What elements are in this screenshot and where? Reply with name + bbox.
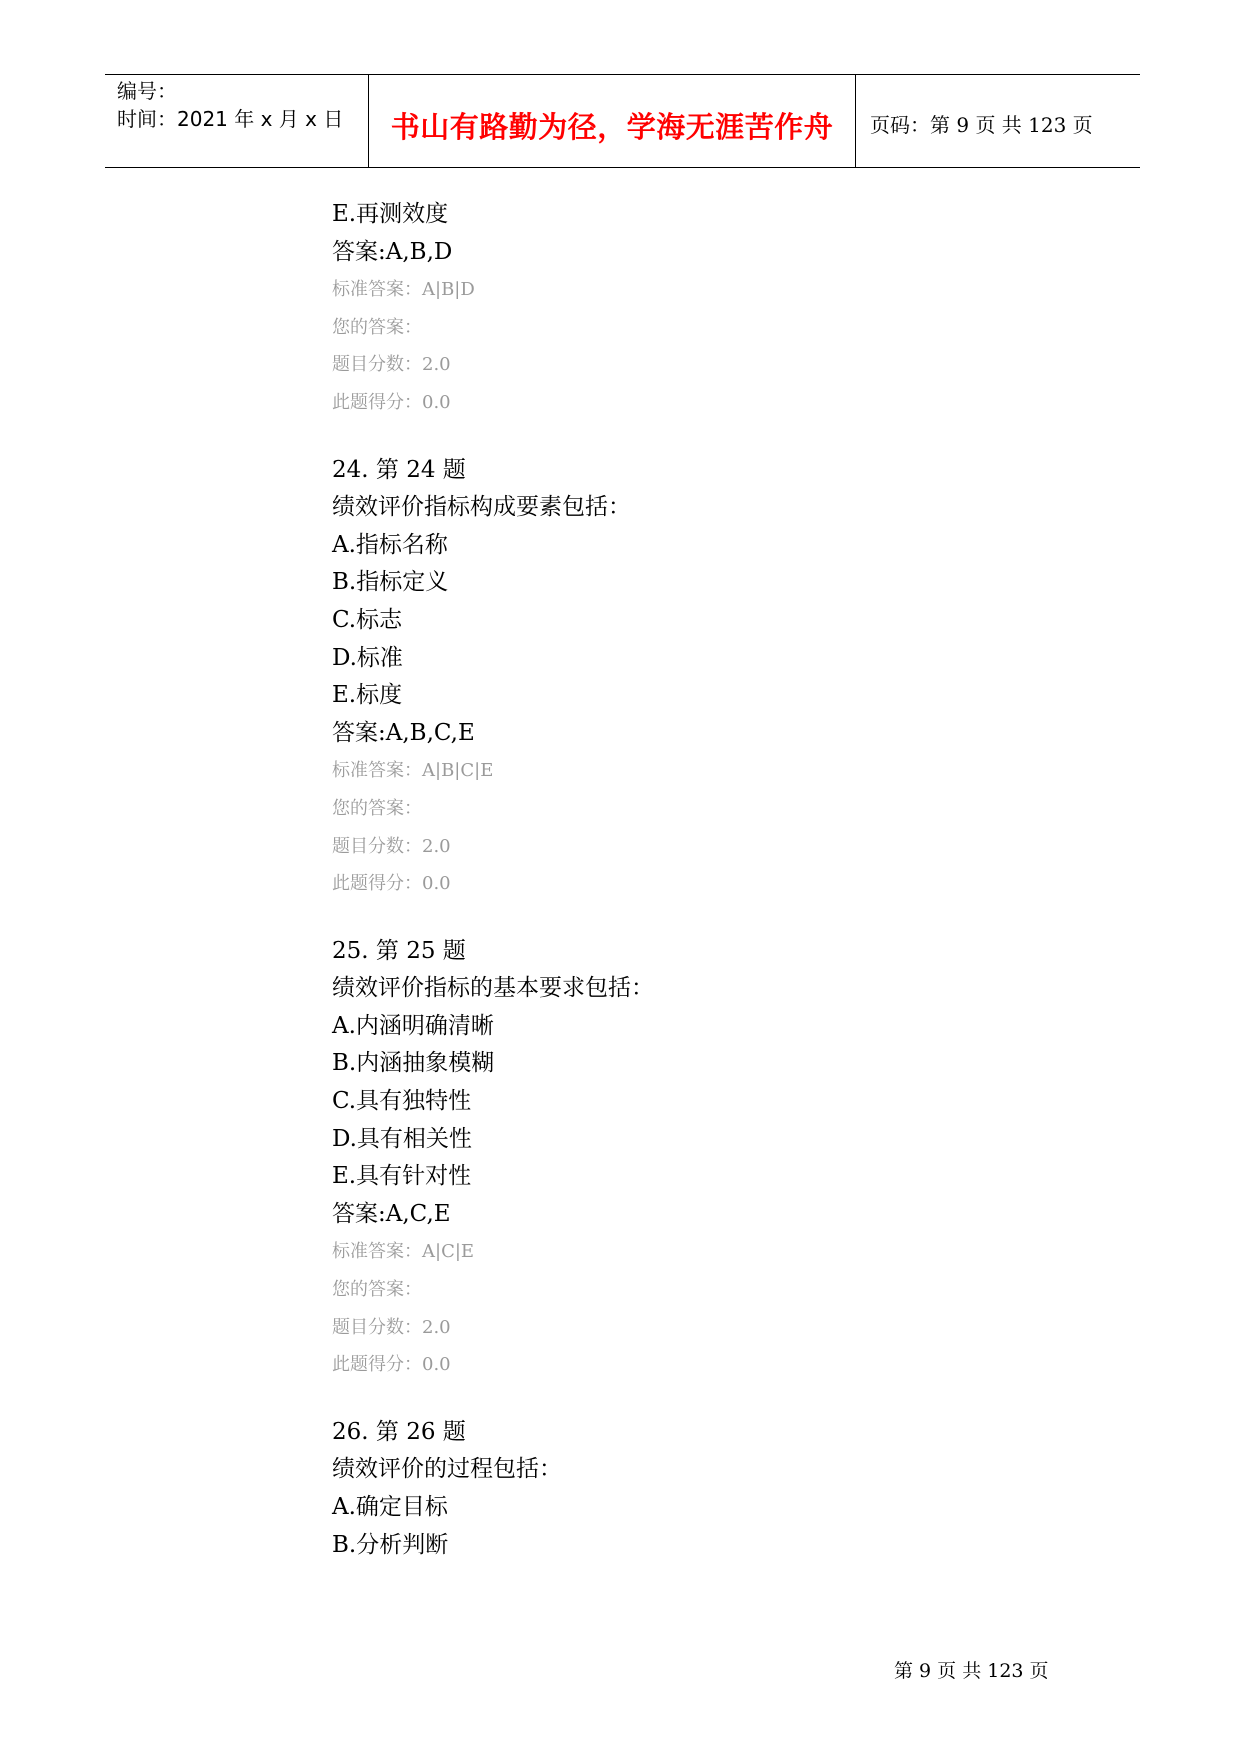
option-line: D.标准	[332, 644, 403, 671]
option-line: B.分析判断	[332, 1531, 449, 1558]
question-title: 26. 第 26 题	[332, 1418, 466, 1445]
question-stem: 绩效评价的过程包括：	[332, 1456, 562, 1483]
standard-answer: 标准答案：A|B|D	[332, 279, 475, 301]
answer-line: 答案:A,B,C,E	[332, 719, 475, 746]
question-24	[332, 452, 1032, 903]
answer-line: 答案:A,C,E	[332, 1200, 451, 1227]
option-line: E.标度	[332, 682, 403, 709]
question-25	[332, 933, 1032, 1384]
question-score: 题目分数：2.0	[332, 1316, 451, 1338]
question-fragment	[332, 196, 1032, 422]
standard-answer: 标准答案：A|B|C|E	[332, 760, 494, 782]
option-line: E.具有针对性	[332, 1163, 472, 1190]
option-line: A.指标名称	[332, 531, 448, 558]
question-stem: 绩效评价指标构成要素包括：	[332, 494, 631, 521]
number-label: 编号：	[117, 79, 177, 103]
your-answer: 您的答案：	[332, 316, 422, 338]
question-score: 题目分数：2.0	[332, 835, 451, 857]
your-answer: 您的答案：	[332, 797, 422, 819]
option-line: C.标志	[332, 606, 403, 633]
header-middle-cell	[368, 75, 856, 167]
standard-answer: 标准答案：A|C|E	[332, 1241, 475, 1263]
header-page-info: 页码：第 9 页 共 123 页	[870, 113, 1093, 137]
option-line: E.再测效度	[332, 201, 449, 227]
page-footer: 第 9 页 共 123 页	[894, 1660, 1049, 1682]
page-header	[105, 74, 1140, 168]
earned-score: 此题得分：0.0	[332, 1354, 451, 1376]
time-label: 时间：2021 年 x 月 x 日	[117, 107, 344, 131]
option-line: A.内涵明确清晰	[332, 1012, 494, 1039]
document-body	[332, 196, 1032, 1564]
earned-score: 此题得分：0.0	[332, 873, 451, 895]
answer-line: 答案:A,B,D	[332, 238, 453, 265]
question-score: 题目分数：2.0	[332, 354, 451, 376]
option-line: B.内涵抽象模糊	[332, 1050, 495, 1077]
option-line: D.具有相关性	[332, 1125, 472, 1152]
option-line: B.指标定义	[332, 569, 449, 596]
earned-score: 此题得分：0.0	[332, 391, 451, 413]
your-answer: 您的答案：	[332, 1279, 422, 1301]
question-stem: 绩效评价指标的基本要求包括：	[332, 975, 654, 1002]
option-line: A.确定目标	[332, 1494, 448, 1520]
question-title: 24. 第 24 题	[332, 456, 466, 483]
option-line: C.具有独特性	[332, 1088, 472, 1115]
question-title: 25. 第 25 题	[332, 937, 466, 964]
question-26	[332, 1414, 1032, 1564]
motto: 书山有路勤为径，学海无涯苦作舟	[390, 110, 834, 144]
header-left-cell	[105, 75, 368, 167]
header-right-cell	[856, 75, 1140, 167]
